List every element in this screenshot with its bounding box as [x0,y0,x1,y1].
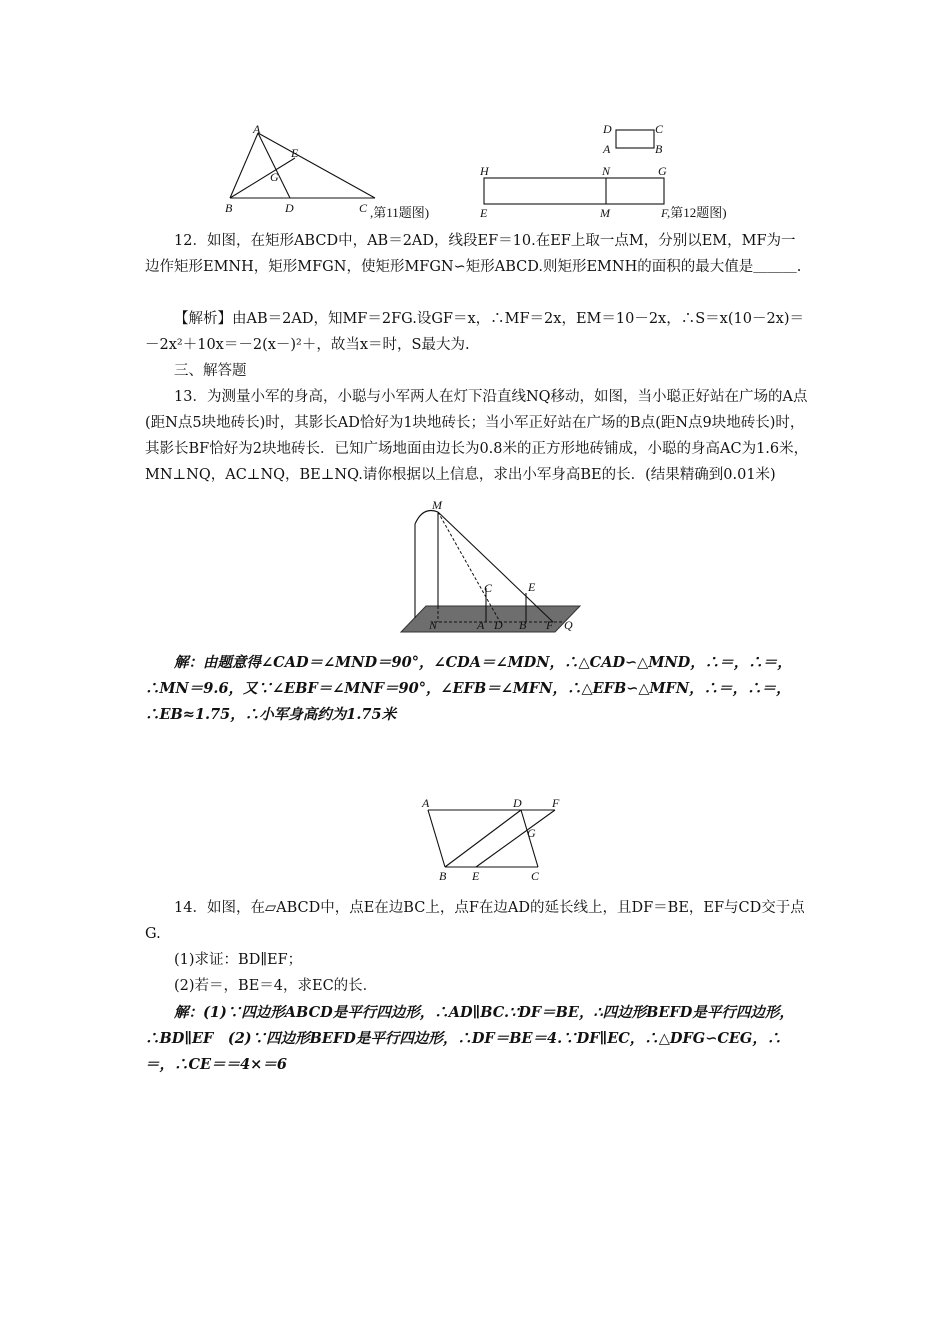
label-E: E [480,206,488,220]
figure-12-diagram [475,118,685,218]
label-C: C [484,581,493,595]
label-G: G [658,164,667,178]
figure-12 [475,118,685,218]
label-D: D [285,201,294,215]
figure-14-diagram [418,793,578,883]
label-G: G [270,170,279,184]
figure-11-diagram [215,118,395,218]
figure-11-caption: ,第11题图) [370,205,430,220]
question-13 [145,384,810,488]
question-14-text: 14．如图，在▱ABCD中，点E在边BC上，点F在边AD的延长线上，且DF＝BE，EF与CD交于点G. [145,900,805,942]
label-B: B [439,869,447,883]
figure-11 [215,118,395,218]
label-N: N [429,618,438,632]
label-C: C [531,869,540,883]
solution-13 [145,650,810,728]
question-12-text: 12．如图，在矩形ABCD中，AB＝2AD，线段EF＝10.在EF上取一点M，分别以EM，MF为一边作矩形EMNH，矩形MFGN，使矩形MFGN∽矩形ABCD.则矩形EMNH的面积的最大值是＿＿＿. [145,233,802,275]
analysis-12-text: 【解析】由AB＝2AD，知MF＝2FG.设GF＝x，∴MF＝2x，EM＝10－2x，∴S＝x(10－2x)＝－2x²＋10x＝－2(x－)²＋，故当x＝时，S最大为. [145,311,805,353]
question-14 [145,895,810,999]
label-A: A [603,142,611,156]
figure-14 [418,793,578,883]
question-13-text: 13．为测量小军的身高，小聪与小军两人在灯下沿直线NQ移动，如图，当小聪正好站在广场的A点(距N点5块地砖长)时，其影长AD恰好为1块地砖长；当小军正好站在广场的B点(距N点9块地砖长)时，其影长BF恰好为2块地砖长．已知广场地面由边长为0.8米的正方形地砖铺成，小聪的身高AC为1.6米，MN⊥NQ，AC⊥NQ，BE⊥NQ.请你根据以上信息，求出小军身高BE的长．(结果精确到0.01米) [145,389,809,483]
section-3-title: 三、解答题 [174,363,247,379]
label-A: A [253,122,261,136]
label-N: N [602,164,611,178]
label-E: E [291,146,299,160]
figure-13-diagram [398,498,588,643]
label-B: B [655,142,663,156]
label-M: M [600,206,610,220]
question-12 [145,228,810,280]
label-A: A [477,618,485,632]
question-14-part-1: (1)求证：BD∥EF； [174,952,303,968]
label-E: E [528,580,536,594]
solution-13-text: 解：由题意得∠CAD＝∠MND＝90°，∠CDA＝∠MDN，∴△CAD∽△MND，∴＝，∴＝，∴MN＝9.6，又∵∠EBF＝∠MNF＝90°，∠EFB＝∠MFN，∴△EFB∽△MFN，∴＝，∴＝，∴EB≈1.75，∴小军身高约为1.75米 [145,654,792,723]
solution-14-text: 解：(1)∵四边形ABCD是平行四边形，∴AD∥BC.∵DF＝BE，∴四边形BEFD是平行四边形，∴BD∥EF (2)∵四边形BEFD是平行四边形，∴DF＝BE＝4.∵DF∥EC，∴△DFG∽CEG，∴＝，∴CE＝＝4×＝6 [145,1004,794,1073]
label-D: D [513,796,522,810]
label-D: D [603,122,612,136]
label-D: D [494,618,503,632]
label-B: B [519,618,527,632]
figure-13 [398,498,588,643]
analysis-12 [145,306,810,358]
section-3 [145,358,810,384]
label-B: B [225,201,233,215]
label-F: F [546,618,554,632]
figure-12-caption: ,第12题图) [667,205,727,220]
label-C: C [359,201,368,215]
label-F: F [552,796,560,810]
label-M: M [432,498,442,512]
label-C: C [655,122,664,136]
label-A: A [422,796,430,810]
solution-14 [145,1000,810,1078]
label-F: F [661,206,669,220]
label-Q: Q [564,618,573,632]
label-H: H [480,164,489,178]
label-E: E [472,869,480,883]
question-14-part-2: (2)若＝，BE＝4，求EC的长． [174,978,378,994]
label-G: G [527,826,536,840]
